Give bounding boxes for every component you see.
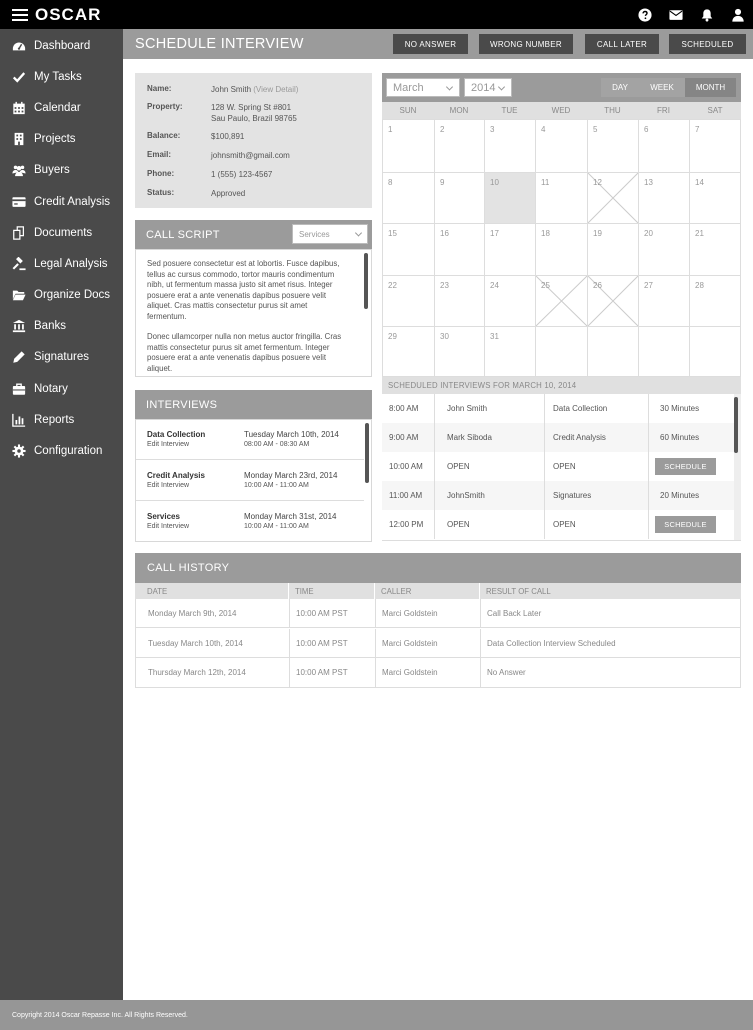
slot-time: 11:00 AM <box>389 491 423 500</box>
sidebar-item-label: My Tasks <box>34 70 82 83</box>
cell-text: No Answer <box>487 668 526 677</box>
scheduled-list <box>382 394 741 541</box>
calendar-day[interactable] <box>587 275 638 326</box>
weekday-mon: MON <box>449 106 469 115</box>
scheduled-row <box>382 481 734 510</box>
slot-duration: 30 Minutes <box>660 404 700 413</box>
help-icon[interactable] <box>638 8 652 22</box>
slot-type: Data Collection <box>553 404 608 413</box>
sidebar-item-label: Dashboard <box>34 39 91 52</box>
cell-text: Marci Goldstein <box>382 668 438 677</box>
chevron-down-icon <box>498 83 505 90</box>
status-label: Status: <box>147 188 175 197</box>
copyright-text: Copyright 2014 Oscar Repasse Inc. All Rights Reserved. <box>12 1011 188 1019</box>
sidebar-item-banks[interactable] <box>0 311 123 342</box>
calendar-day[interactable] <box>638 275 689 326</box>
calendar-day-number: 18 <box>541 229 550 238</box>
bank-icon <box>11 319 27 333</box>
month-select[interactable] <box>386 78 460 97</box>
calendar-day[interactable] <box>587 172 638 223</box>
table-cell <box>136 658 289 687</box>
day-view-button[interactable]: DAY <box>601 78 639 97</box>
sidebar-item-signatures[interactable] <box>0 342 123 373</box>
edit-interview-link[interactable]: Edit Interview <box>147 523 190 530</box>
script-scrollbar[interactable] <box>364 253 368 309</box>
calendar-day-number: 10 <box>490 178 499 187</box>
interviews-title: INTERVIEWS <box>146 398 218 411</box>
interview-title: Services <box>147 512 180 521</box>
contact-info-card <box>135 73 372 208</box>
cell-text: Thursday March 12th, 2014 <box>148 668 246 677</box>
calendar-day[interactable] <box>689 119 741 172</box>
cell-text: Marci Goldstein <box>382 638 438 648</box>
weekday-thu: THU <box>604 106 621 115</box>
interview-time: 10:00 AM - 11:00 AM <box>244 482 309 489</box>
chevron-down-icon <box>355 229 362 236</box>
sidebar-item-buyers[interactable] <box>0 155 123 186</box>
check-icon <box>11 70 27 84</box>
mail-icon[interactable] <box>669 8 683 22</box>
cell-text: Call Back Later <box>487 609 542 618</box>
calendar-day-number: 27 <box>644 281 653 290</box>
briefcase-icon <box>11 382 27 396</box>
calendar-day-number: 20 <box>644 229 653 238</box>
table-cell <box>289 599 375 628</box>
brand-logo: OSCAR <box>35 4 102 24</box>
gavel-icon <box>11 257 27 271</box>
calendar-day[interactable] <box>638 119 689 172</box>
calendar-empty-cell <box>638 326 689 377</box>
no-answer-button[interactable]: NO ANSWER <box>393 34 468 54</box>
interviews-header <box>135 390 372 419</box>
slot-type: OPEN <box>553 520 576 529</box>
year-select-value: 2014 <box>471 81 496 94</box>
cell-text: Marci Goldstein <box>382 609 438 618</box>
scheduled-row <box>382 423 734 452</box>
table-cell <box>375 658 480 687</box>
slot-time: 12:00 PM <box>389 520 424 529</box>
table-row <box>136 599 740 628</box>
sidebar-item-projects[interactable] <box>0 124 123 155</box>
building-icon <box>11 132 27 146</box>
calendar-day[interactable] <box>689 223 741 275</box>
calendar-day-number: 3 <box>490 125 495 134</box>
bell-icon[interactable] <box>700 8 714 22</box>
sidebar-item-notary[interactable] <box>0 373 123 404</box>
email-label: Email: <box>147 150 172 159</box>
calendar-day-number: 21 <box>695 229 704 238</box>
sidebar-item-reports[interactable] <box>0 404 123 435</box>
cell-text: 10:00 AM PST <box>296 638 348 648</box>
calendar-day[interactable] <box>535 119 587 172</box>
calendar-day[interactable] <box>484 172 535 223</box>
table-cell <box>480 658 740 687</box>
documents-icon <box>11 226 27 240</box>
chevron-down-icon <box>446 83 453 90</box>
view-detail-link[interactable]: (View Detail) <box>253 85 299 94</box>
slot-type: Signatures <box>553 491 592 500</box>
slot-name: JohnSmith <box>447 491 485 500</box>
schedule-button[interactable]: SCHEDULE <box>655 458 716 475</box>
interview-date: Monday March 31st, 2014 <box>244 512 337 521</box>
sidebar-item-label: Signatures <box>34 351 89 364</box>
calendar-day[interactable] <box>484 275 535 326</box>
table-cell <box>136 629 289 658</box>
wrong-number-button[interactable]: WRONG NUMBER <box>479 34 573 54</box>
sidebar-item-label: Notary <box>34 382 68 395</box>
sidebar-item-label: Documents <box>34 226 93 239</box>
calendar-day[interactable] <box>484 119 535 172</box>
calendar-day-number: 15 <box>388 229 397 238</box>
table-row <box>136 658 740 687</box>
calendar-day-number: 5 <box>593 125 598 134</box>
table-cell <box>289 629 375 658</box>
scheduled-row <box>382 510 734 539</box>
scheduled-row <box>382 394 734 423</box>
slot-type: Credit Analysis <box>553 433 606 442</box>
page-title: SCHEDULE INTERVIEW <box>135 36 304 52</box>
call-history-table <box>135 599 741 688</box>
call-script-title: CALL SCRIPT <box>146 228 220 241</box>
slot-duration: 60 Minutes <box>660 433 700 442</box>
calendar-day[interactable] <box>484 326 535 377</box>
cell-text: 10:00 AM PST <box>296 668 348 677</box>
table-row <box>136 629 740 658</box>
calendar-day[interactable] <box>434 326 484 377</box>
interview-time: 10:00 AM - 11:00 AM <box>244 523 309 530</box>
calendar-day-number: 9 <box>440 178 445 187</box>
property-line2: Sau Paulo, Brazil 98765 <box>211 114 297 123</box>
scheduled-scrollbar[interactable] <box>734 397 738 453</box>
user-icon[interactable] <box>731 8 745 22</box>
interview-date: Tuesday March 10th, 2014 <box>244 430 339 439</box>
calendar-day-number: 24 <box>490 281 499 290</box>
calendar-day-number: 31 <box>490 332 499 341</box>
interviews-scrollbar[interactable] <box>365 423 369 483</box>
dashboard-icon <box>11 39 27 53</box>
column-caller[interactable]: CALLER <box>374 583 479 599</box>
users-icon <box>11 163 27 177</box>
calendar-day[interactable] <box>434 275 484 326</box>
calendar-day[interactable] <box>434 119 484 172</box>
script-paragraph-2: Donec ullamcorper nulla non metus auctor fringilla. Cras mattis consectetur purus sit amet fermentum. Integer posuere erat a ante venenatis dapibus posuere velit aliquet. <box>147 332 342 373</box>
calendar-empty-cell <box>689 326 741 377</box>
script-paragraph-1: Sed posuere consectetur est at lobortis. Fusce dapibus, tellus ac cursus commodo, tortor mauris condimentum nibh, ut fermentum massa justo sit amet risus. Integer posuere erat a ante venenatis dapibus posuere velit aliquet. Cras mattis consectetur purus sit amet fermentum. <box>147 259 340 321</box>
interview-item[interactable] <box>136 461 364 501</box>
calendar-toolbar <box>382 73 741 102</box>
sidebar-item-calendar[interactable] <box>0 92 123 123</box>
phone-label: Phone: <box>147 169 175 178</box>
calendar-empty-cell <box>587 326 638 377</box>
sidebar-item-documents[interactable] <box>0 217 123 248</box>
month-select-value: March <box>393 81 424 94</box>
edit-interview-link[interactable]: Edit Interview <box>147 482 190 489</box>
bar-chart-icon <box>11 413 27 427</box>
edit-interview-link[interactable]: Edit Interview <box>147 441 190 448</box>
column-result[interactable]: RESULT OF CALL <box>479 583 741 599</box>
sidebar-item-credit-analysis[interactable] <box>0 186 123 217</box>
calendar-day-number: 17 <box>490 229 499 238</box>
calendar-day-number: 19 <box>593 229 602 238</box>
year-select[interactable] <box>464 78 512 97</box>
footer <box>0 1000 753 1030</box>
page-header <box>123 29 753 59</box>
calendar-weekday-header <box>382 102 741 119</box>
call-history-columns <box>135 583 741 599</box>
pen-icon <box>11 350 27 364</box>
balance-value: $100,891 <box>211 132 245 141</box>
sidebar-item-organize-docs[interactable] <box>0 280 123 311</box>
weekday-sat: SAT <box>707 106 723 115</box>
property-label: Property: <box>147 102 183 111</box>
sidebar-item-label: Calendar <box>34 101 81 114</box>
call-later-button[interactable]: CALL LATER <box>585 34 659 54</box>
credit-card-icon <box>11 195 27 209</box>
sidebar-item-dashboard[interactable] <box>0 30 123 61</box>
schedule-button[interactable]: SCHEDULE <box>655 516 716 533</box>
slot-duration: 20 Minutes <box>660 491 700 500</box>
calendar-day-number: 22 <box>388 281 397 290</box>
calendar-day-number: 26 <box>593 281 602 290</box>
calendar-empty-cell <box>535 326 587 377</box>
calendar-day-number: 29 <box>388 332 397 341</box>
scheduled-row <box>382 452 734 481</box>
calendar-day-number: 2 <box>440 125 445 134</box>
weekday-fri: FRI <box>657 106 670 115</box>
slot-name: OPEN <box>447 462 470 471</box>
cell-text: Tuesday March 10th, 2014 <box>148 638 243 648</box>
calendar-day-number: 7 <box>695 125 700 134</box>
table-cell <box>136 599 289 628</box>
column-date[interactable]: DATE <box>147 586 168 596</box>
weekday-tue: TUE <box>501 106 518 115</box>
calendar-grid <box>382 119 741 377</box>
slot-time: 10:00 AM <box>389 462 423 471</box>
slot-name: John Smith <box>447 404 488 413</box>
slot-name: Mark Siboda <box>447 433 492 442</box>
month-view-button[interactable]: MONTH <box>685 78 736 97</box>
sidebar-item-label: Legal Analysis <box>34 257 108 270</box>
calendar-day[interactable] <box>382 119 434 172</box>
column-time[interactable]: TIME <box>288 583 374 599</box>
sidebar-item-configuration[interactable] <box>0 435 123 466</box>
name-label: Name: <box>147 84 172 93</box>
sidebar-item-label: Organize Docs <box>34 289 111 302</box>
calendar-day-number: 14 <box>695 178 704 187</box>
calendar-day[interactable] <box>535 172 587 223</box>
calendar-day-number: 30 <box>440 332 449 341</box>
weekday-wed: WED <box>551 106 571 115</box>
sidebar <box>0 29 123 1000</box>
table-cell <box>480 629 740 658</box>
calendar-day-number: 1 <box>388 125 393 134</box>
folder-icon <box>11 288 27 302</box>
sidebar-item-label: Banks <box>34 320 66 333</box>
weekday-sun: SUN <box>399 106 417 115</box>
calendar-day-number: 28 <box>695 281 704 290</box>
contact-name: John Smith <box>211 85 252 94</box>
calendar-day-number: 13 <box>644 178 653 187</box>
calendar-day[interactable] <box>382 172 434 223</box>
slot-type: OPEN <box>553 462 576 471</box>
interview-item[interactable] <box>136 420 364 460</box>
balance-label: Balance: <box>147 131 181 140</box>
email-value: johnsmith@gmail.com <box>211 151 290 160</box>
calendar-day-number: 4 <box>541 125 546 134</box>
sidebar-item-label: Configuration <box>34 445 103 458</box>
slot-name: OPEN <box>447 520 470 529</box>
calendar-day-number: 6 <box>644 125 649 134</box>
calendar-day-number: 12 <box>593 178 602 187</box>
cell-text: Data Collection Interview Scheduled <box>487 638 616 648</box>
top-bar <box>0 0 753 29</box>
property-line1: 128 W. Spring St #801 <box>211 103 292 112</box>
calendar-day-number: 23 <box>440 281 449 290</box>
calendar-day[interactable] <box>587 119 638 172</box>
menu-icon[interactable] <box>12 9 28 21</box>
calendar-day[interactable] <box>434 172 484 223</box>
scheduled-button[interactable]: SCHEDULED <box>669 34 746 54</box>
calendar-day[interactable] <box>638 172 689 223</box>
calendar-day[interactable] <box>587 223 638 275</box>
table-cell <box>480 599 740 628</box>
gear-icon <box>11 444 27 458</box>
calendar-day[interactable] <box>535 275 587 326</box>
week-view-button[interactable]: WEEK <box>639 78 685 97</box>
sidebar-item-label: Reports <box>34 413 75 426</box>
calendar-day[interactable] <box>484 223 535 275</box>
slot-time: 8:00 AM <box>389 404 419 413</box>
calendar-day[interactable] <box>382 223 434 275</box>
interview-item[interactable] <box>136 502 364 542</box>
phone-value: 1 (555) 123-4567 <box>211 170 273 179</box>
cell-text: 10:00 AM PST <box>296 609 348 618</box>
call-history-header <box>135 553 741 583</box>
calendar-day[interactable] <box>434 223 484 275</box>
interview-title: Credit Analysis <box>147 471 205 480</box>
sidebar-item-label: Projects <box>34 133 76 146</box>
calendar-day-number: 16 <box>440 229 449 238</box>
table-cell <box>289 658 375 687</box>
sidebar-item-my-tasks[interactable] <box>0 61 123 92</box>
scheduled-header: SCHEDULED INTERVIEWS FOR MARCH 10, 2014 <box>382 377 741 394</box>
calendar-icon <box>11 101 27 115</box>
sidebar-item-label: Credit Analysis <box>34 195 111 208</box>
cell-text: Monday March 9th, 2014 <box>148 609 237 618</box>
status-value: Approved <box>211 189 246 198</box>
call-history-title: CALL HISTORY <box>147 562 230 574</box>
script-select-value: Services <box>299 229 330 239</box>
table-cell <box>375 629 480 658</box>
call-script-body <box>135 249 372 377</box>
calendar-day[interactable] <box>382 326 434 377</box>
calendar-day[interactable] <box>638 223 689 275</box>
calendar-day-number: 25 <box>541 281 550 290</box>
sidebar-item-label: Buyers <box>34 164 70 177</box>
script-select[interactable] <box>292 224 368 244</box>
table-cell <box>375 599 480 628</box>
calendar-day-number: 8 <box>388 178 393 187</box>
slot-time: 9:00 AM <box>389 433 419 442</box>
calendar-day[interactable] <box>689 275 741 326</box>
calendar-day[interactable] <box>382 275 434 326</box>
sidebar-item-legal-analysis[interactable] <box>0 248 123 279</box>
calendar-day[interactable] <box>535 223 587 275</box>
interview-time: 08:00 AM - 08:30 AM <box>244 441 310 448</box>
calendar-day[interactable] <box>689 172 741 223</box>
interviews-list <box>135 419 372 542</box>
interview-title: Data Collection <box>147 430 206 439</box>
calendar-day-number: 11 <box>541 178 550 187</box>
interview-date: Monday March 23rd, 2014 <box>244 471 338 480</box>
